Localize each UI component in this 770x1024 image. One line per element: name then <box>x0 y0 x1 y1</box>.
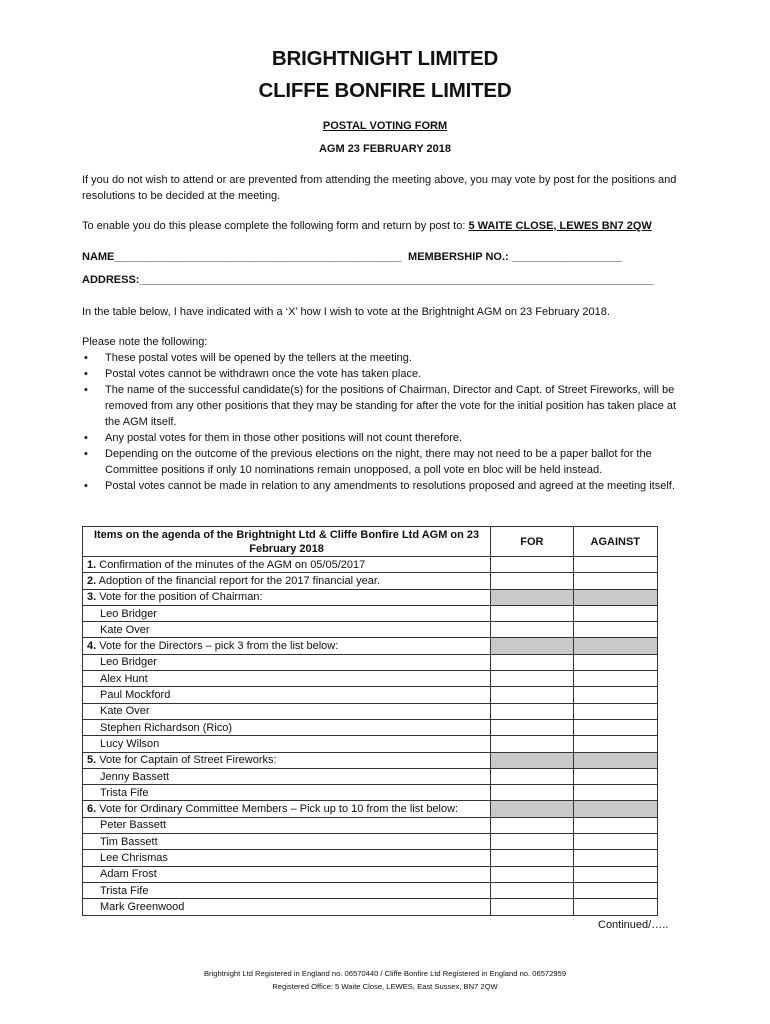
table-row <box>83 785 658 801</box>
agenda-item-text: Vote for Captain of Street Fireworks: <box>99 754 277 767</box>
voting-table <box>82 526 658 916</box>
notes-list <box>82 350 682 494</box>
candidate-name: Trista Fife <box>83 785 491 801</box>
vote-for-cell[interactable] <box>491 605 573 621</box>
return-address: 5 WAITE CLOSE, LEWES BN7 2QW <box>468 220 652 232</box>
vote-for-cell[interactable] <box>491 719 573 735</box>
candidate-name: Lucy Wilson <box>83 736 491 752</box>
vote-against-cell <box>573 638 657 654</box>
vote-for-cell[interactable] <box>491 671 573 687</box>
vote-for-cell[interactable] <box>491 866 573 882</box>
vote-for-cell[interactable] <box>491 557 573 573</box>
vote-against-cell[interactable] <box>573 850 657 866</box>
form-title: POSTAL VOTING FORM <box>322 120 448 132</box>
candidate-name: Jenny Bassett <box>83 768 491 784</box>
return-instructions-text: To enable you do this please complete the following form and return by post to: <box>82 220 469 232</box>
agenda-item-number: 4. <box>87 640 97 653</box>
vote-for-cell <box>491 752 573 768</box>
table-row <box>83 850 658 866</box>
agenda-item-text: Vote for the Directors – pick 3 from the list below: <box>99 640 339 653</box>
vote-against-cell[interactable] <box>573 654 657 670</box>
vote-against-cell[interactable] <box>573 671 657 687</box>
table-row <box>83 573 658 589</box>
agenda-item-number: 2. <box>87 574 97 587</box>
table-row <box>83 899 658 915</box>
vote-for-cell[interactable] <box>491 573 573 589</box>
vote-against-cell[interactable] <box>573 622 657 638</box>
vote-for-cell <box>491 801 573 817</box>
agenda-item <box>83 638 491 654</box>
table-row <box>83 882 658 898</box>
note-item: • These postal votes will be opened by the tellers at the meeting. <box>82 350 682 366</box>
table-row <box>83 589 658 605</box>
note-item: • Postal votes cannot be withdrawn once the vote has taken place. <box>82 366 682 382</box>
agenda-item-text: Vote for the position of Chairman: <box>99 591 263 604</box>
table-row <box>83 605 658 621</box>
vote-against-cell[interactable] <box>573 866 657 882</box>
vote-against-cell[interactable] <box>573 557 657 573</box>
header-agenda-items: Items on the agenda of the Brightnight Ltd & Cliffe Bonfire Ltd AGM on 23 February 2018 <box>83 527 491 557</box>
table-row <box>83 719 658 735</box>
candidate-name: Adam Frost <box>83 866 491 882</box>
agenda-item-number: 1. <box>87 558 97 571</box>
agenda-item-number: 3. <box>87 591 97 604</box>
table-row <box>83 703 658 719</box>
vote-against-cell <box>573 589 657 605</box>
candidate-name: Mark Greenwood <box>83 899 491 915</box>
agenda-item-text: Vote for Ordinary Committee Members – Pick up to 10 from the list below: <box>99 803 459 816</box>
vote-for-cell <box>491 638 573 654</box>
candidate-name: Leo Bridger <box>83 605 491 621</box>
table-row <box>83 557 658 573</box>
vote-for-cell[interactable] <box>491 768 573 784</box>
table-row <box>83 817 658 833</box>
candidate-name: Kate Over <box>83 622 491 638</box>
continued-label: Continued/….. <box>598 919 669 931</box>
company-title-brightnight: BRIGHTNIGHT LIMITED <box>271 47 499 70</box>
agenda-item <box>83 557 491 573</box>
agenda-item <box>83 589 491 605</box>
header-for: FOR <box>491 527 573 557</box>
vote-against-cell <box>573 752 657 768</box>
candidate-name: Paul Mockford <box>83 687 491 703</box>
vote-against-cell[interactable] <box>573 605 657 621</box>
vote-against-cell[interactable] <box>573 687 657 703</box>
note-item: • Any postal votes for them in those other positions will not count therefore. <box>82 430 682 446</box>
candidate-name: Kate Over <box>83 703 491 719</box>
table-row <box>83 622 658 638</box>
candidate-name: Leo Bridger <box>83 654 491 670</box>
table-row <box>83 687 658 703</box>
vote-for-cell[interactable] <box>491 899 573 915</box>
candidate-name: Stephen Richardson (Rico) <box>83 719 491 735</box>
vote-against-cell[interactable] <box>573 899 657 915</box>
vote-against-cell[interactable] <box>573 703 657 719</box>
table-row <box>83 834 658 850</box>
agenda-item <box>83 752 491 768</box>
vote-for-cell[interactable] <box>491 622 573 638</box>
note-item: • The name of the successful candidate(s) for the positions of Chairman, Director and Capt. of Street Fireworks, will be removed from any other positions that they may be standing for after the vote for the initial position has taken place at the AGM itself. <box>82 382 682 430</box>
name-field-row <box>82 251 622 263</box>
vote-for-cell[interactable] <box>491 687 573 703</box>
vote-against-cell[interactable] <box>573 882 657 898</box>
candidate-name: Alex Hunt <box>83 671 491 687</box>
table-row <box>83 654 658 670</box>
table-row <box>83 752 658 768</box>
vote-for-cell[interactable] <box>491 654 573 670</box>
header-against: AGAINST <box>573 527 657 557</box>
vote-for-cell[interactable] <box>491 736 573 752</box>
vote-against-cell[interactable] <box>573 834 657 850</box>
table-row <box>83 638 658 654</box>
table-instruction: In the table below, I have indicated with a ‘X’ how I wish to vote at the Brightnight AGM on 23 February 2018. <box>82 306 610 318</box>
candidate-name: Trista Fife <box>83 882 491 898</box>
name-field[interactable]: NAME_______________________________________________ <box>82 251 402 263</box>
table-row <box>83 866 658 882</box>
address-field[interactable]: ADDRESS:____________________________________________________________________________________ <box>82 274 654 286</box>
vote-against-cell <box>573 801 657 817</box>
agenda-item <box>83 573 491 589</box>
agenda-item-text: Confirmation of the minutes of the AGM on 05/05/2017 <box>99 558 366 571</box>
vote-for-cell[interactable] <box>491 882 573 898</box>
vote-against-cell[interactable] <box>573 719 657 735</box>
return-instructions <box>82 218 682 234</box>
company-title-cliffe-bonfire: CLIFFE BONFIRE LIMITED <box>258 79 512 102</box>
vote-for-cell <box>491 589 573 605</box>
footer-registration: Brightnight Ltd Registered in England no. 06570440 / Cliffe Bonfire Ltd Registered in England no. 06572959 <box>203 969 567 978</box>
candidate-name: Tim Bassett <box>83 834 491 850</box>
intro-paragraph: If you do not wish to attend or are prevented from attending the meeting above, you may vote by post for the positions and resolutions to be decided at the meeting. <box>82 174 677 202</box>
vote-for-cell[interactable] <box>491 834 573 850</box>
vote-against-cell[interactable] <box>573 817 657 833</box>
vote-for-cell[interactable] <box>491 703 573 719</box>
agenda-item <box>83 801 491 817</box>
agenda-item-text: Adoption of the financial report for the 2017 financial year. <box>98 574 380 587</box>
table-row <box>83 671 658 687</box>
voting-table-header <box>83 527 658 557</box>
vote-against-cell[interactable] <box>573 785 657 801</box>
notes-heading: Please note the following: <box>82 336 208 348</box>
candidate-name: Lee Chrismas <box>83 850 491 866</box>
footer-registered-office: Registered Office: 5 Waite Close, LEWES, East Sussex, BN7 2QW <box>272 982 498 991</box>
vote-against-cell[interactable] <box>573 736 657 752</box>
vote-against-cell[interactable] <box>573 768 657 784</box>
membership-number-field[interactable]: MEMBERSHIP NO.: __________________ <box>408 251 622 263</box>
agenda-item-number: 5. <box>87 754 97 767</box>
table-row <box>83 768 658 784</box>
note-item: • Depending on the outcome of the previous elections on the night, there may not need to be a paper ballot for the Committee positions if only 10 nominations remain unopposed, a poll vote en bloc will be held instead. <box>82 446 682 478</box>
table-row <box>83 736 658 752</box>
table-row <box>83 801 658 817</box>
note-item: • Postal votes cannot be made in relation to any amendments to resolutions proposed and agreed at the meeting itself. <box>82 478 682 494</box>
vote-for-cell[interactable] <box>491 785 573 801</box>
agenda-item-number: 6. <box>87 803 97 816</box>
candidate-name: Peter Bassett <box>83 817 491 833</box>
vote-for-cell[interactable] <box>491 850 573 866</box>
meeting-date: AGM 23 FEBRUARY 2018 <box>318 143 452 155</box>
vote-for-cell[interactable] <box>491 817 573 833</box>
vote-against-cell[interactable] <box>573 573 657 589</box>
